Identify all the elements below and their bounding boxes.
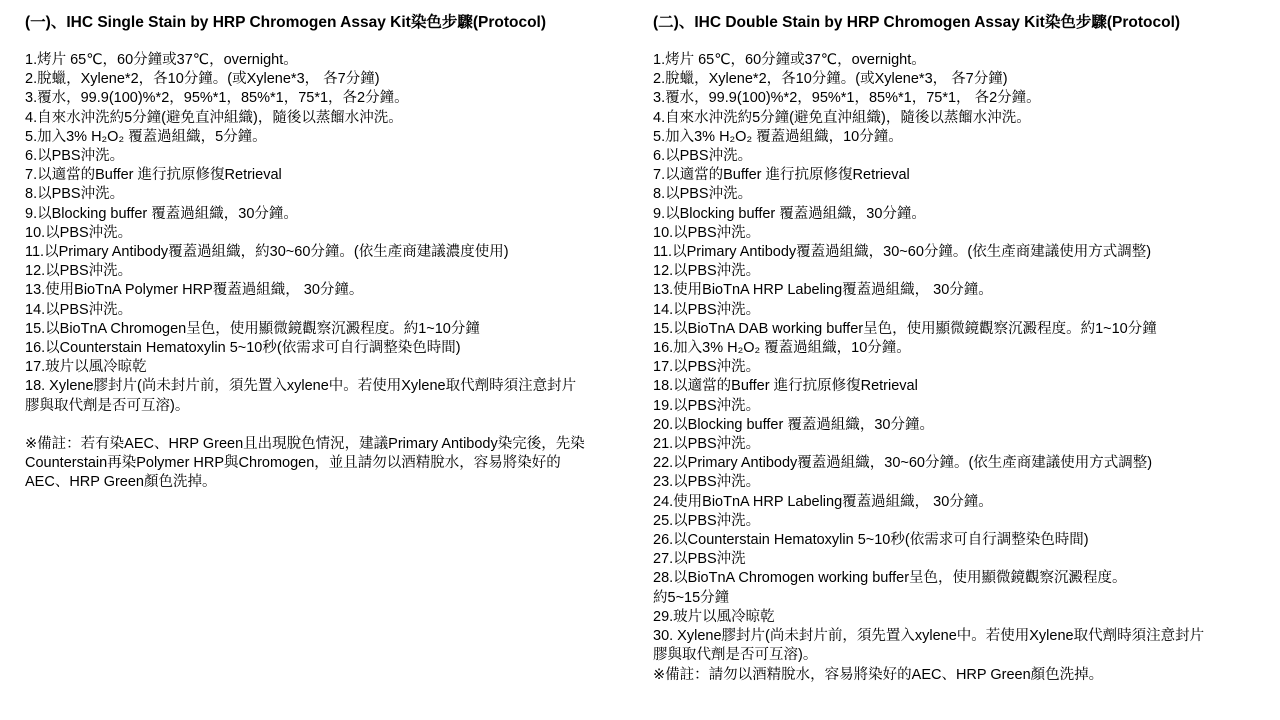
protocol-step: 2.脫蠟，Xylene*2，各10分鐘。(或Xylene*3， 各7分鐘) <box>25 71 380 88</box>
protocol-step: 16.加入3% H₂O₂ 覆蓋過組織，10分鐘。 <box>653 340 911 357</box>
protocol-step: 27.以PBS沖洗 <box>653 551 746 568</box>
protocol-step: 18. Xylene膠封片(尚未封片前，須先置入xylene中。若使用Xylene取代劑時須注意封片 <box>25 378 577 395</box>
protocol-step: 15.以BioTnA DAB working buffer呈色，使用顯微鏡觀察沉澱程度。約1~10分鐘 <box>653 320 1157 337</box>
single-stain-title: (一)、IHC Single Stain by HRP Chromogen Assay Kit染色步驟(Protocol) <box>25 14 547 31</box>
protocol-step: 19.以PBS沖洗。 <box>653 397 761 414</box>
protocol-step: 21.以PBS沖洗。 <box>653 436 761 453</box>
double-stain-protocol-column <box>653 12 1263 685</box>
protocol-step: 10.以PBS沖洗。 <box>25 224 133 241</box>
protocol-step: 3.覆水，99.9(100)%*2，95%*1，85%*1，75*1， 各2分鐘。 <box>653 90 1041 107</box>
protocol-step-continuation: 膠與取代劑是否可互溶)。 <box>653 647 818 664</box>
protocol-step: 4.自來水沖洗約5分鐘(避免直沖組織)，隨後以蒸餾水沖洗。 <box>653 109 1031 126</box>
note-line: ※備註：請勿以酒精脫水，容易將染好的AEC、HRP Green顏色洗掉。 <box>653 666 1104 683</box>
protocol-step: 10.以PBS沖洗。 <box>653 224 761 241</box>
protocol-step: 12.以PBS沖洗。 <box>25 263 133 280</box>
protocol-step: 23.以PBS沖洗。 <box>653 474 761 491</box>
protocol-step: 13.使用BioTnA Polymer HRP覆蓋過組織， 30分鐘。 <box>25 282 364 299</box>
protocol-step: 30. Xylene膠封片(尚未封片前，須先置入xylene中。若使用Xylene取代劑時須注意封片 <box>653 628 1205 645</box>
protocol-step: 8.以PBS沖洗。 <box>653 186 753 203</box>
double-stain-steps-list <box>653 51 1263 666</box>
protocol-step: 24.使用BioTnA HRP Labeling覆蓋過組織， 30分鐘。 <box>653 493 993 510</box>
protocol-step: 18.以適當的Buffer 進行抗原修復Retrieval <box>653 378 918 395</box>
protocol-step: 5.加入3% H₂O₂ 覆蓋過組織，10分鐘。 <box>653 128 903 145</box>
protocol-step: 2.脫蠟，Xylene*2，各10分鐘。(或Xylene*3， 各7分鐘) <box>653 71 1008 88</box>
protocol-step-continuation: 膠與取代劑是否可互溶)。 <box>25 397 190 414</box>
protocol-step: 4.自來水沖洗約5分鐘(避免直沖組織)，隨後以蒸餾水沖洗。 <box>25 109 403 126</box>
double-stain-note <box>653 666 1263 685</box>
protocol-step: 11.以Primary Antibody覆蓋過組織，30~60分鐘。(依生產商建議使用方式調整) <box>653 244 1152 261</box>
note-line: AEC、HRP Green顏色洗掉。 <box>25 474 217 491</box>
protocol-step: 17.以PBS沖洗。 <box>653 359 761 376</box>
single-stain-protocol-column <box>25 12 625 492</box>
protocol-step: 22.以Primary Antibody覆蓋過組織，30~60分鐘。(依生產商建議使用方式調整) <box>653 455 1153 472</box>
protocol-step: 28.以BioTnA Chromogen working buffer呈色，使用顯微鏡觀察沉澱程度。 <box>653 570 1127 587</box>
protocol-step: 6.以PBS沖洗。 <box>653 148 753 165</box>
protocol-step: 7.以適當的Buffer 進行抗原修復Retrieval <box>653 167 910 184</box>
double-stain-title: (二)、IHC Double Stain by HRP Chromogen Assay Kit染色步驟(Protocol) <box>653 14 1181 31</box>
single-stain-note <box>25 435 625 493</box>
protocol-step: 6.以PBS沖洗。 <box>25 148 125 165</box>
protocol-step: 29.玻片以風冷晾乾 <box>653 608 775 625</box>
protocol-step: 25.以PBS沖洗。 <box>653 512 761 529</box>
protocol-step: 11.以Primary Antibody覆蓋過組織，約30~60分鐘。(依生產商建議濃度使用) <box>25 244 509 261</box>
protocol-step: 13.使用BioTnA HRP Labeling覆蓋過組織， 30分鐘。 <box>653 282 993 299</box>
protocol-step: 15.以BioTnA Chromogen呈色，使用顯微鏡觀察沉澱程度。約1~10分鐘 <box>25 320 480 337</box>
protocol-step: 26.以Counterstain Hematoxylin 5~10秒(依需求可自行調整染色時間) <box>653 532 1089 549</box>
protocol-step: 5.加入3% H₂O₂ 覆蓋過組織，5分鐘。 <box>25 128 267 145</box>
protocol-step: 17.玻片以風冷晾乾 <box>25 359 147 376</box>
protocol-step: 7.以適當的Buffer 進行抗原修復Retrieval <box>25 167 282 184</box>
protocol-step: 14.以PBS沖洗。 <box>653 301 761 318</box>
single-stain-steps-list <box>25 51 625 416</box>
protocol-step-continuation: 約5~15分鐘 <box>653 589 730 606</box>
protocol-step: 3.覆水，99.9(100)%*2，95%*1，85%*1，75*1，各2分鐘。 <box>25 90 409 107</box>
protocol-step: 1.烤片 65℃，60分鐘或37℃，overnight。 <box>653 52 926 68</box>
protocol-step: 16.以Counterstain Hematoxylin 5~10秒(依需求可自行調整染色時間) <box>25 340 461 357</box>
protocol-step: 20.以Blocking buffer 覆蓋過組織，30分鐘。 <box>653 416 934 433</box>
protocol-step: 14.以PBS沖洗。 <box>25 301 133 318</box>
protocol-step: 12.以PBS沖洗。 <box>653 263 761 280</box>
protocol-step: 8.以PBS沖洗。 <box>25 186 125 203</box>
note-line: ※備註：若有染AEC、HRP Green且出現脫色情況，建議Primary Antibody染完後，先染 <box>25 435 585 452</box>
protocol-step: 9.以Blocking buffer 覆蓋過組織，30分鐘。 <box>25 205 298 222</box>
protocol-step: 9.以Blocking buffer 覆蓋過組織，30分鐘。 <box>653 205 926 222</box>
protocol-step: 1.烤片 65℃，60分鐘或37℃，overnight。 <box>25 52 298 68</box>
note-line: Counterstain再染Polymer HRP與Chromogen，並且請勿以酒精脫水，容易將染好的 <box>25 455 561 472</box>
